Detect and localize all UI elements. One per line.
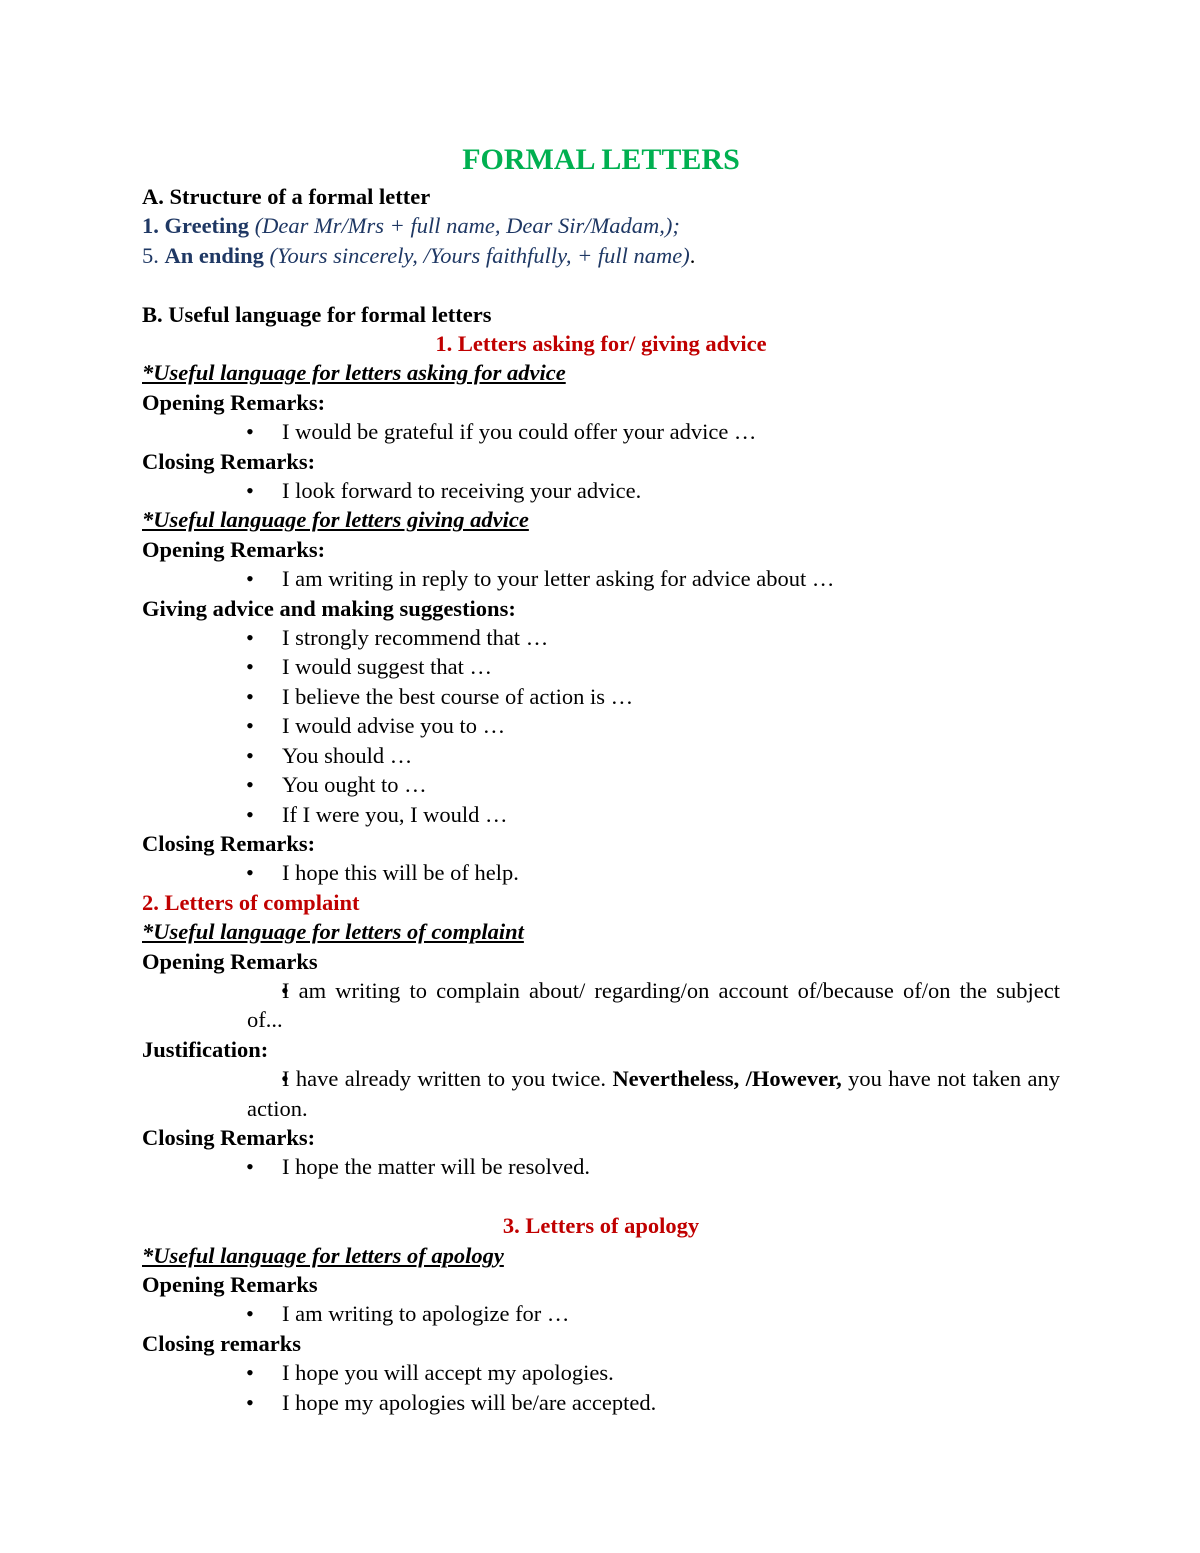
list-item: • I hope the matter will be resolved.: [142, 1152, 1060, 1181]
justification-post: you have not taken any action.: [247, 1066, 1060, 1121]
list-item: • If I were you, I would …: [142, 800, 1060, 829]
asking-opening-list: [142, 417, 1060, 446]
complaint-closing-label: Closing Remarks:: [142, 1124, 316, 1150]
spacer: [142, 270, 1060, 299]
apology-closing-list: [142, 1358, 1060, 1417]
structure-item-greeting: [142, 211, 1060, 240]
list-item: • You ought to …: [142, 770, 1060, 799]
complaint-opening-label: Opening Remarks: [142, 948, 318, 974]
list-item: • I would suggest that …: [142, 652, 1060, 681]
giving-closing-label: Closing Remarks:: [142, 830, 316, 856]
ending-tail: .: [689, 242, 696, 268]
part2-heading: 2. Letters of complaint: [142, 889, 360, 915]
apology-opening-list: [142, 1299, 1060, 1328]
list-item: • I am writing in reply to your letter asking for advice about …: [142, 564, 1060, 593]
giving-opening-label: Opening Remarks:: [142, 536, 326, 562]
giving-advice-subheading: *Useful language for letters giving advice: [142, 507, 529, 533]
list-item: • I would be grateful if you could offer your advice …: [142, 417, 1060, 446]
apology-opening-label: Opening Remarks: [142, 1272, 318, 1297]
list-item: • I look forward to receiving your advice.: [142, 476, 1060, 505]
spacer: [142, 1182, 1060, 1211]
list-item: • You should …: [142, 741, 1060, 770]
complaint-justification-list: [142, 1064, 1060, 1123]
giving-advice-label: Giving advice and making suggestions:: [142, 595, 516, 621]
giving-closing-list: [142, 858, 1060, 887]
page-title: FORMAL LETTERS: [462, 143, 740, 176]
greeting-label: 1. Greeting: [142, 213, 250, 239]
ending-number: 5.: [142, 242, 165, 268]
giving-advice-list: [142, 623, 1060, 829]
list-item: • I hope my apologies will be/are accepted.: [142, 1388, 1060, 1417]
asking-closing-list: [142, 476, 1060, 505]
apology-subheading: *Useful language for letters of apology: [142, 1242, 504, 1268]
structure-item-ending: [142, 241, 1060, 270]
complaint-subheading: *Useful language for letters of complaint: [142, 919, 524, 945]
document-page: [142, 138, 1060, 1417]
asking-advice-subheading: *Useful language for letters asking for advice: [142, 360, 566, 386]
giving-opening-list: [142, 564, 1060, 593]
justification-bold: Nevertheless, /However,: [612, 1066, 842, 1092]
section-a-heading: A. Structure of a formal letter: [142, 184, 431, 209]
greeting-detail: (Dear Mr/Mrs + full name, Dear Sir/Madam,);: [249, 213, 680, 239]
list-item: • I hope you will accept my apologies.: [142, 1358, 1060, 1387]
part1-heading: 1. Letters asking for/ giving advice: [435, 331, 767, 357]
asking-closing-label: Closing Remarks:: [142, 448, 316, 474]
list-item: • I am writing to apologize for …: [142, 1299, 1060, 1328]
list-item: • I strongly recommend that …: [142, 623, 1060, 652]
part3-heading: 3. Letters of apology: [502, 1213, 700, 1239]
complaint-closing-list: [142, 1152, 1060, 1181]
complaint-opening-list: [142, 976, 1060, 1035]
list-item: • I hope this will be of help.: [142, 858, 1060, 887]
apology-closing-label: Closing remarks: [142, 1330, 301, 1356]
complaint-justification-label: Justification:: [142, 1036, 269, 1062]
list-item: • I would advise you to …: [142, 711, 1060, 740]
list-item: [142, 1064, 1060, 1123]
section-b-heading: B. Useful language for formal letters: [142, 301, 492, 327]
list-item: • I believe the best course of action is …: [142, 682, 1060, 711]
asking-opening-label: Opening Remarks:: [142, 389, 326, 415]
justification-pre: I have already written to you twice.: [282, 1066, 613, 1092]
ending-detail: (Yours sincerely, /Yours faithfully, + full name): [263, 242, 690, 268]
ending-label: An ending: [164, 242, 264, 268]
list-item: • I am writing to complain about/ regarding/on account of/because of/on the subject of...: [142, 976, 1060, 1035]
